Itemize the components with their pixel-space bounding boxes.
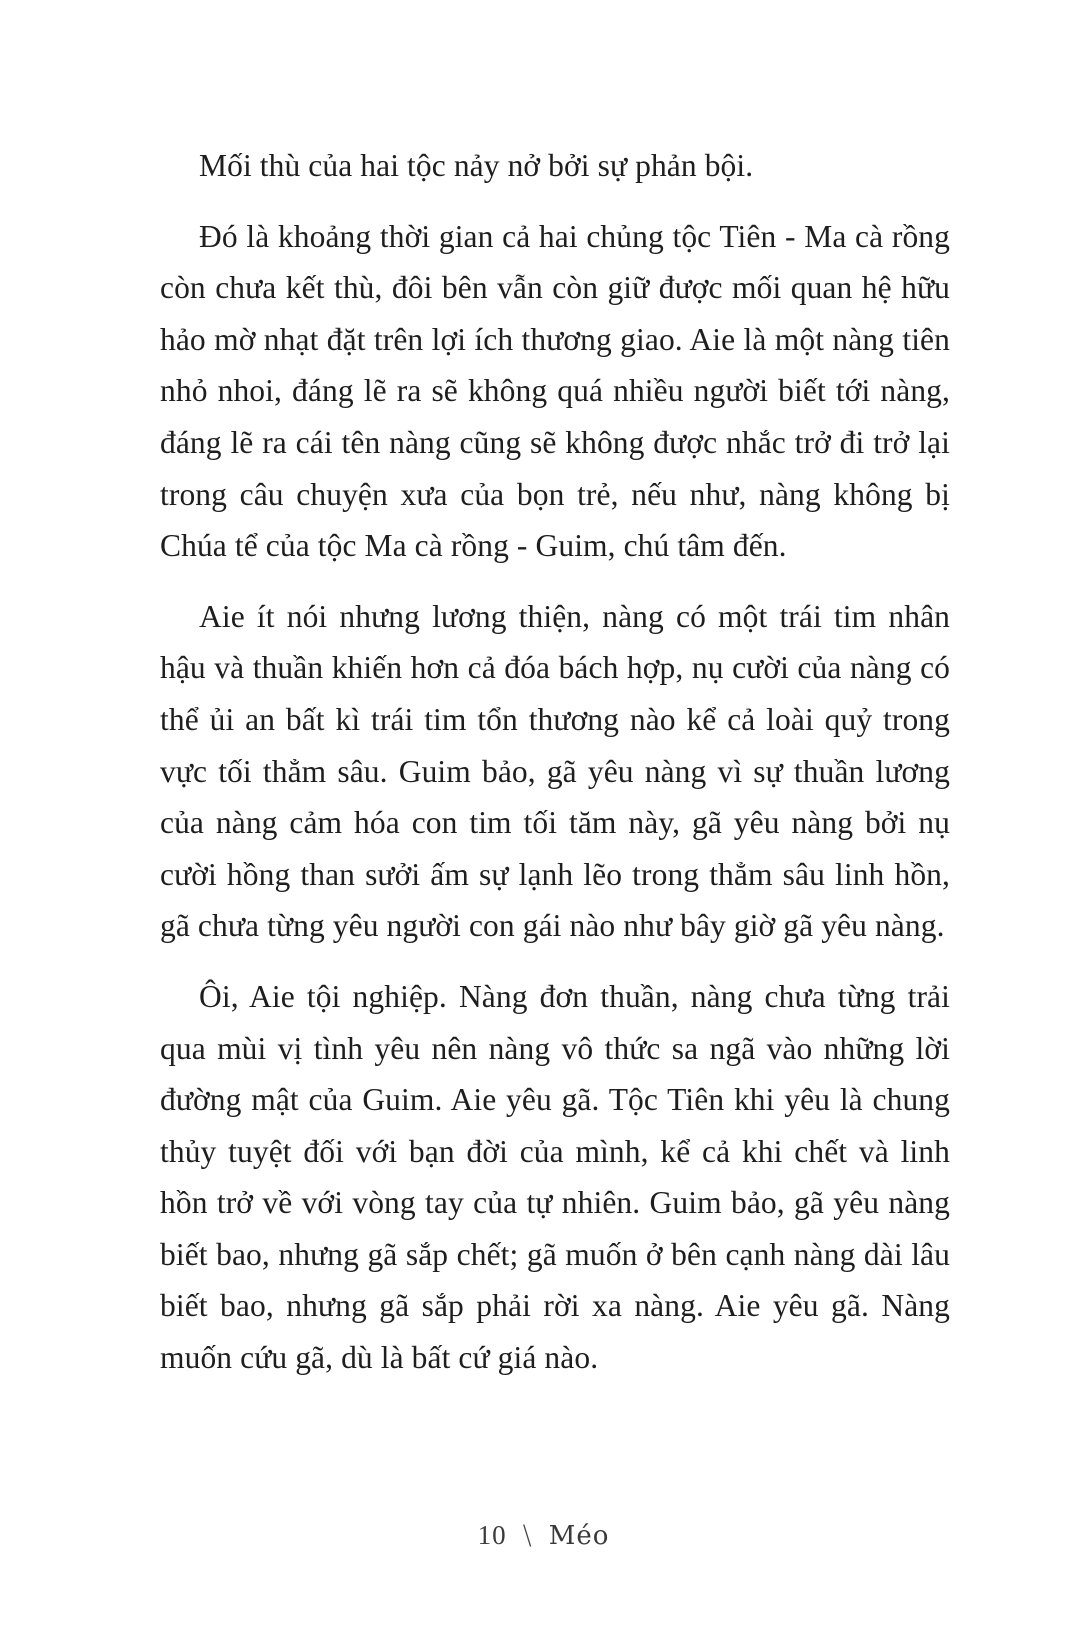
page-footer — [0, 1520, 1087, 1551]
paragraph-4: Ôi, Aie tội nghiệp. Nàng đơn thuần, nàng chưa từng trải qua mùi vị tình yêu nên nàng vô thức sa ngã vào những lời đường mật của Guim. Aie yêu gã. Tộc Tiên khi yêu là chung thủy tuyệt đối với bạn đời của mình, kể cả khi chết và linh hồn trở về với vòng tay của tự nhiên. Guim bảo, gã yêu nàng biết bao, nhưng gã sắp chết; gã muốn ở bên cạnh nàng dài lâu biết bao, nhưng gã sắp phải rời xa nàng. Aie yêu gã. Nàng muốn cứu gã, dù là bất cứ giá nào. — [160, 978, 950, 1376]
author-name: Méo — [548, 1521, 610, 1551]
paragraph-3: Aie ít nói nhưng lương thiện, nàng có một trái tim nhân hậu và thuần khiến hơn cả đóa bách hợp, nụ cười của nàng có thể ủi an bất kì trái tim tổn thương nào kể cả loài quỷ trong vực tối thẳm sâu. Guim bảo, gã yêu nàng vì sự thuần lương của nàng cảm hóa con tim tối tăm này, gã yêu nàng bởi nụ cười hồng than sưởi ấm sự lạnh lẽo trong thẳm sâu linh hồn, gã chưa từng yêu người con gái nào như bây giờ gã yêu nàng. — [160, 598, 950, 944]
body-text — [160, 140, 950, 1403]
page-number: 10 — [477, 1520, 507, 1550]
paragraph-2: Đó là khoảng thời gian cả hai chủng tộc Tiên - Ma cà rồng còn chưa kết thù, đôi bên vẫn còn giữ được mối quan hệ hữu hảo mờ nhạt đặt trên lợi ích thương giao. Aie là một nàng tiên nhỏ nhoi, đáng lẽ ra sẽ không quá nhiều người biết tới nàng, đáng lẽ ra cái tên nàng cũng sẽ không được nhắc trở đi trở lại trong câu chuyện xưa của bọn trẻ, nếu như, nàng không bị Chúa tể của tộc Ma cà rồng - Guim, chú tâm đến. — [160, 218, 950, 564]
footer-separator: \ — [522, 1520, 533, 1551]
paragraph-1: Mối thù của hai tộc nảy nở bởi sự phản bội. — [199, 148, 754, 183]
